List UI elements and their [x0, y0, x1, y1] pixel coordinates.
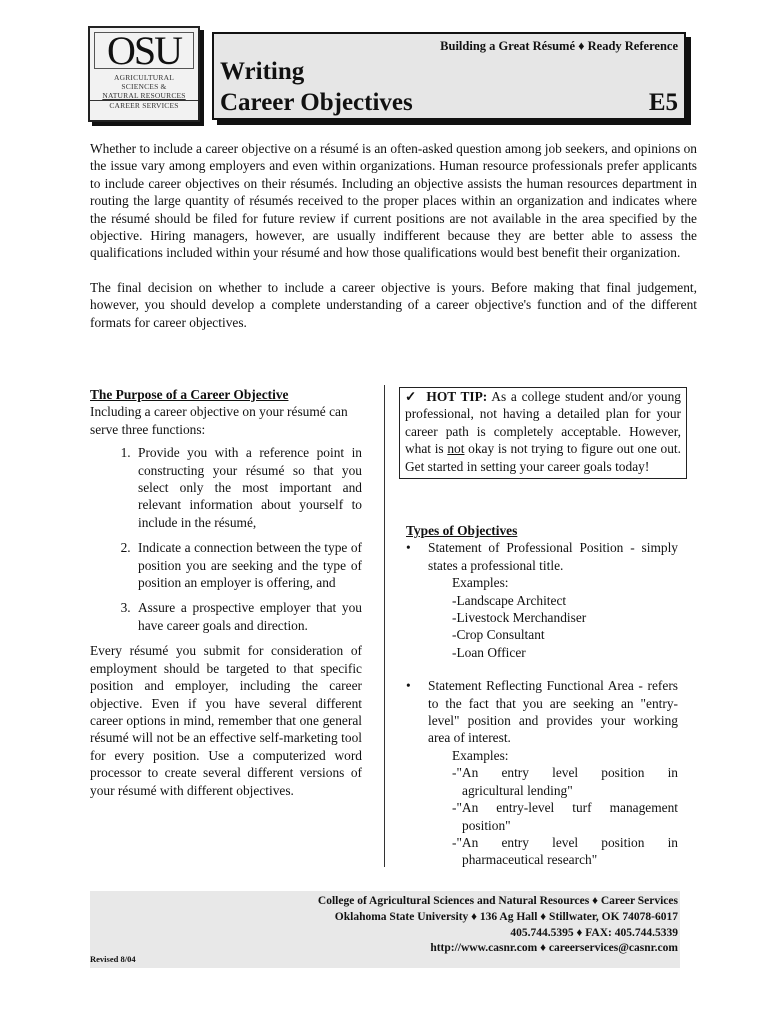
examples-label: Examples: [452, 575, 509, 591]
hot-tip-box [399, 387, 687, 479]
tagline: Building a Great Résumé ♦ Ready Reference [440, 39, 678, 53]
hot-tip-text: okay is not trying to figure out one out. Get started in setting your career goals today! [405, 441, 682, 474]
purpose-closing: Every résumé you submit for consideration of employment should be targeted to that specific position and employer, including the career objective. Even if you have several different career options in mind, remember that one general résumé will not be an effective self-marketing tool for every position. Use a computerized word processor to create several different versions of your résumé with different objectives. [90, 643, 362, 798]
footer-contact[interactable]: http://www.casnr.com ♦ careerservices@casnr.com [430, 942, 678, 955]
column-divider [384, 385, 385, 867]
example: -Livestock Merchandiser [452, 610, 587, 626]
list-item [406, 677, 678, 747]
types-section [406, 522, 678, 869]
footer-line: Oklahoma State University ♦ 136 Ag Hall ♦ Stillwater, OK 74078-6017 [334, 910, 678, 923]
logo-line: CAREER SERVICES [90, 100, 198, 110]
purpose-lead: Including a career objective on your résumé can serve three functions: [90, 404, 348, 437]
check-icon: ✓ [405, 389, 418, 404]
example [406, 764, 678, 799]
section-heading: Types of Objectives [406, 523, 518, 538]
footer-line: College of Agricultural Sciences and Natural Resources ♦ Career Services [317, 895, 678, 907]
example-line: position" [462, 817, 511, 833]
osu-logo [88, 26, 200, 122]
section-heading: The Purpose of a Career Objective [90, 387, 289, 402]
purpose-section [90, 386, 362, 799]
title-banner [212, 32, 686, 120]
list-item: 2. Indicate a connection between the type of position you are seeking and the type of position an employer is offering, and [134, 539, 362, 591]
footer-line: 405.744.5395 ♦ FAX: 405.744.5339 [510, 926, 678, 939]
intro-paragraph: Whether to include a career objective on a résumé is an often-asked question among job seekers, and opinions on the issue vary among employers and even within organizations. Human resource professionals prefer applicants to include career objectives on their résumés. Including an objective assists the human resources department in routing the large quantity of résumés received to the proper places within an organization and indicates where the résumé should be filed for future review if current positions are not available in the area specified by the objective. Hiring managers, however, are usually indifferent because they are better able to assess the qualifications included within your résumé and how those qualifications would best benefit their organization. [90, 141, 697, 261]
example: -Landscape Architect [452, 592, 567, 608]
example [406, 799, 678, 834]
example-line: pharmaceutical research" [462, 852, 598, 868]
example-line: agricultural lending" [462, 782, 573, 798]
revised-date: Revised 8/04 [90, 954, 136, 964]
page-title-line1: Writing [220, 58, 305, 85]
intro-paragraph: The final decision on whether to include a career objective is yours. Before making that final judgement, however, you should develop a complete understanding of a career objective's function and of the different formats for career objectives. [90, 279, 697, 330]
example [406, 834, 678, 869]
intro [90, 140, 697, 331]
hot-tip-emphasis: not [447, 441, 465, 457]
example-line: -"An entry level position in [452, 834, 678, 850]
document-code: E5 [648, 89, 678, 116]
bullet-text: Statement Reflecting Functional Area - refers to the fact that you are seeking an "entry-level" position and provides your working area of interest. [428, 678, 678, 746]
logo-line: SCIENCES & [121, 82, 167, 91]
example-line: -"An entry level position in [452, 765, 678, 781]
list-item [406, 539, 678, 574]
list-item: 1. Provide you with a reference point in constructing your résumé so that you select only the most important and relevant information about yourself to include in the résumé, [134, 444, 362, 531]
examples-label: Examples: [452, 747, 509, 763]
logo-mark: OSU [94, 32, 194, 69]
example: -Crop Consultant [452, 627, 545, 643]
bullet-text: Statement of Professional Position - simply states a professional title. [428, 540, 678, 573]
list-item: 3. Assure a prospective employer that you have career goals and direction. [134, 599, 362, 634]
bullet-icon: • [406, 678, 411, 694]
hot-tip-text: As a college student and/or young professional, not having a detailed plan for your career path is completely acceptable. However, what is [405, 389, 681, 457]
example-line: -"An entry-level turf management [452, 800, 678, 816]
page-title-line2: Career Objectives [220, 89, 413, 116]
bullet-icon: • [406, 540, 411, 556]
logo-line: AGRICULTURAL [113, 73, 175, 82]
example: -Loan Officer [452, 644, 526, 660]
hot-tip-label: HOT TIP: [426, 389, 488, 404]
logo-line: NATURAL RESOURCES [102, 91, 186, 100]
footer [90, 891, 680, 968]
